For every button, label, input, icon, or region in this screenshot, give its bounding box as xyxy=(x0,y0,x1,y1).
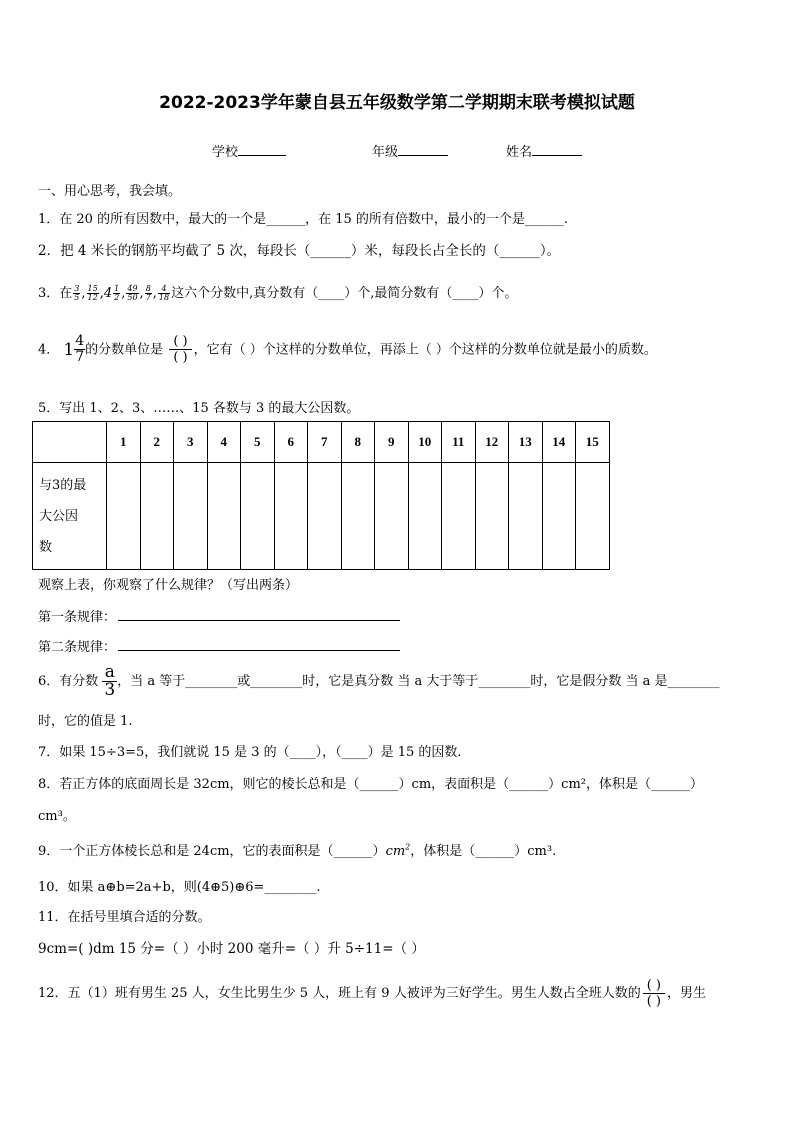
grade-label: 年级 xyxy=(372,145,399,160)
table-header-cell: 14 xyxy=(542,422,576,463)
q6-suffix: ，当 a 等于________或________时，它是真分数 当 a 大于等于________时，它是假分数 当 a 是________ xyxy=(117,674,720,689)
q3-fractions xyxy=(72,286,171,301)
table-answer-cell[interactable] xyxy=(375,463,409,570)
table-header-cell: 6 xyxy=(274,422,308,463)
q3-separator: , xyxy=(81,286,86,301)
q9-unit: cm xyxy=(385,844,406,859)
row-label-line-3: 数 xyxy=(39,539,53,555)
q3-fraction-denominator: 7 xyxy=(145,293,151,302)
question-10: 10．如果 a⊕b=2a+b，则(4⊕5)⊕6=________. xyxy=(38,880,321,895)
q4-prefix: 4． xyxy=(38,342,60,358)
question-6 xyxy=(38,664,720,699)
q3-fraction-denominator: 12 xyxy=(87,293,98,302)
table-header-cell: 1 xyxy=(107,422,141,463)
q3-fraction-numerator: 15 xyxy=(87,284,98,293)
q4-numerator: 4 xyxy=(75,333,85,349)
table-header-row xyxy=(33,422,610,463)
question-7: 7．如果 15÷3=5，我们就说 15 是 3 的（____），（____）是 15 的因数. xyxy=(38,745,462,760)
table-answer-cell[interactable] xyxy=(174,463,208,570)
q3-separator: , xyxy=(152,286,157,301)
q3-fraction-4 xyxy=(125,286,139,301)
table-row-label xyxy=(33,463,107,570)
question-8: 8．若正方体的底面周长是 32cm，则它的棱长总和是（______）cm，表面积是（______）cm²，体积是（______） xyxy=(38,777,703,792)
table-answer-cell[interactable] xyxy=(576,463,610,570)
q4-answer-den: ( ) xyxy=(169,349,191,365)
q12-answer-num: ( ) xyxy=(646,978,661,993)
table-header-cell: 13 xyxy=(509,422,543,463)
q3-fraction-numerator: 8 xyxy=(145,284,151,293)
grade-field xyxy=(372,141,448,160)
q3-fraction-2 xyxy=(86,286,100,301)
q3-separator: , xyxy=(99,286,104,301)
table-header-cell: 11 xyxy=(442,422,476,463)
name-blank[interactable] xyxy=(532,141,582,156)
rule-2 xyxy=(38,636,400,655)
school-field xyxy=(212,141,286,160)
table-header-cell: 9 xyxy=(375,422,409,463)
q6-denominator: 3 xyxy=(104,680,116,700)
question-12 xyxy=(38,978,706,1009)
table-answer-cell[interactable] xyxy=(241,463,275,570)
q12-suffix: ，男生 xyxy=(666,986,706,1001)
q3-separator: , xyxy=(121,286,126,301)
gcd-table xyxy=(32,421,610,570)
table-header-cell: 5 xyxy=(241,422,275,463)
table-answer-cell[interactable] xyxy=(475,463,509,570)
q6-prefix: 6．有分数 xyxy=(38,674,99,689)
table-header-cell: 8 xyxy=(341,422,375,463)
table-answer-cell[interactable] xyxy=(408,463,442,570)
q4-answer-num: ( ) xyxy=(173,334,188,350)
observe-prompt: 观察上表，你观察了什么规律？（写出两条） xyxy=(38,578,299,593)
question-11: 11．在括号里填合适的分数。 xyxy=(38,910,211,925)
q6-fraction xyxy=(102,664,117,699)
school-label: 学校 xyxy=(212,145,239,160)
q3-fraction-numerator: 3 xyxy=(74,284,80,293)
table-answer-cell[interactable] xyxy=(107,463,141,570)
q9-prefix: 9．一个正方体棱长总和是 24cm，它的表面积是（______） xyxy=(38,844,386,859)
question-9 xyxy=(38,840,556,859)
table-answer-cell[interactable] xyxy=(140,463,174,570)
q3-fraction-5 xyxy=(144,286,153,301)
q3-suffix: 这六个分数中,真分数有（____）个,最简分数有（____）个。 xyxy=(171,286,518,301)
table-header-cell: 4 xyxy=(207,422,241,463)
q6-numerator: a xyxy=(104,662,115,682)
q3-fraction-6 xyxy=(157,286,171,301)
table-corner-cell xyxy=(33,422,107,463)
table-header-cell: 10 xyxy=(408,422,442,463)
q3-separator: , xyxy=(139,286,144,301)
q3-prefix: 3．在 xyxy=(38,286,73,301)
q3-fraction-denominator: 5 xyxy=(74,293,80,302)
rule-1 xyxy=(38,606,400,625)
q9-suffix: ，体积是（______）cm³. xyxy=(410,844,557,859)
q4-mixed-number xyxy=(63,334,85,366)
table-header-cell: 7 xyxy=(308,422,342,463)
q3-fraction-denominator: 50 xyxy=(127,293,138,302)
q4-whole: 1 xyxy=(63,339,75,360)
question-1: 1．在 20 的所有因数中，最大的一个是______，在 15 的所有倍数中，最小的一个是______. xyxy=(38,212,569,227)
school-blank[interactable] xyxy=(238,141,286,156)
q3-fraction-3 xyxy=(104,286,121,301)
table-header-cell: 3 xyxy=(174,422,208,463)
table-answer-cell[interactable] xyxy=(207,463,241,570)
rule-1-label: 第一条规律： xyxy=(38,610,117,625)
q9-unit-sup: 2 xyxy=(405,842,411,852)
question-5: 5．写出 1、2、3、……、15 各数与 3 的最大公因数。 xyxy=(38,401,360,416)
rule-1-blank[interactable] xyxy=(118,608,400,621)
name-label: 姓名 xyxy=(506,145,533,160)
table-header-cell: 15 xyxy=(576,422,610,463)
q12-answer-fraction[interactable] xyxy=(643,978,665,1009)
question-3 xyxy=(38,282,517,302)
q3-fraction-whole: 4 xyxy=(103,286,113,301)
rule-2-blank[interactable] xyxy=(118,638,400,651)
table-answer-cell[interactable] xyxy=(509,463,543,570)
q3-fraction-1 xyxy=(72,286,81,301)
q3-fraction-numerator: 49 xyxy=(127,284,138,293)
question-2: 2．把 4 米长的钢筋平均截了 5 次，每段长（______）米，每段长占全长的（______）。 xyxy=(38,243,561,259)
q4-denominator: 7 xyxy=(75,349,85,366)
q12-prefix: 12．五（1）班有男生 25 人，女生比男生少 5 人，班上有 9 人被评为三好学生。男生人数占全班人数的 xyxy=(38,986,641,1001)
table-answer-cell[interactable] xyxy=(341,463,375,570)
row-label-line-2: 大公因 xyxy=(39,508,79,524)
q4-suffix: ，它有（ ）个这样的分数单位，再添上（ ）个这样的分数单位就是最小的质数。 xyxy=(193,342,657,358)
table-answer-cell[interactable] xyxy=(308,463,342,570)
rule-2-label: 第二条规律： xyxy=(38,640,117,655)
grade-blank[interactable] xyxy=(398,141,448,156)
section-heading: 一、用心思考，我会填。 xyxy=(38,184,182,199)
page-title: 2022-2023学年蒙自县五年级数学第二学期期末联考模拟试题 xyxy=(159,93,635,113)
table-answer-row xyxy=(33,463,610,570)
q4-mid: 的分数单位是 xyxy=(85,342,164,358)
table-answer-cell[interactable] xyxy=(274,463,308,570)
table-header-cell: 2 xyxy=(140,422,174,463)
question-6-line-2: 时，它的值是 1. xyxy=(38,714,133,729)
q3-fraction-denominator: 18 xyxy=(158,293,170,302)
q12-answer-den: ( ) xyxy=(643,993,665,1009)
table-header-cell: 12 xyxy=(475,422,509,463)
q4-answer-fraction[interactable] xyxy=(169,334,191,365)
q3-fraction-denominator: 2 xyxy=(114,293,120,302)
q3-fraction-numerator: 1 xyxy=(114,284,120,293)
question-11-items: 9cm=( )dm 15 分=（ ）小时 200 毫升=（ ）升 5÷11=（ ） xyxy=(38,941,425,957)
table-answer-cell[interactable] xyxy=(542,463,576,570)
row-label-line-1: 与3的最 xyxy=(39,477,87,493)
name-field xyxy=(506,141,582,160)
table-answer-cell[interactable] xyxy=(442,463,476,570)
q3-fraction-numerator: 4 xyxy=(161,284,167,293)
question-4 xyxy=(38,334,657,366)
question-8-line-2: cm³。 xyxy=(38,809,76,824)
